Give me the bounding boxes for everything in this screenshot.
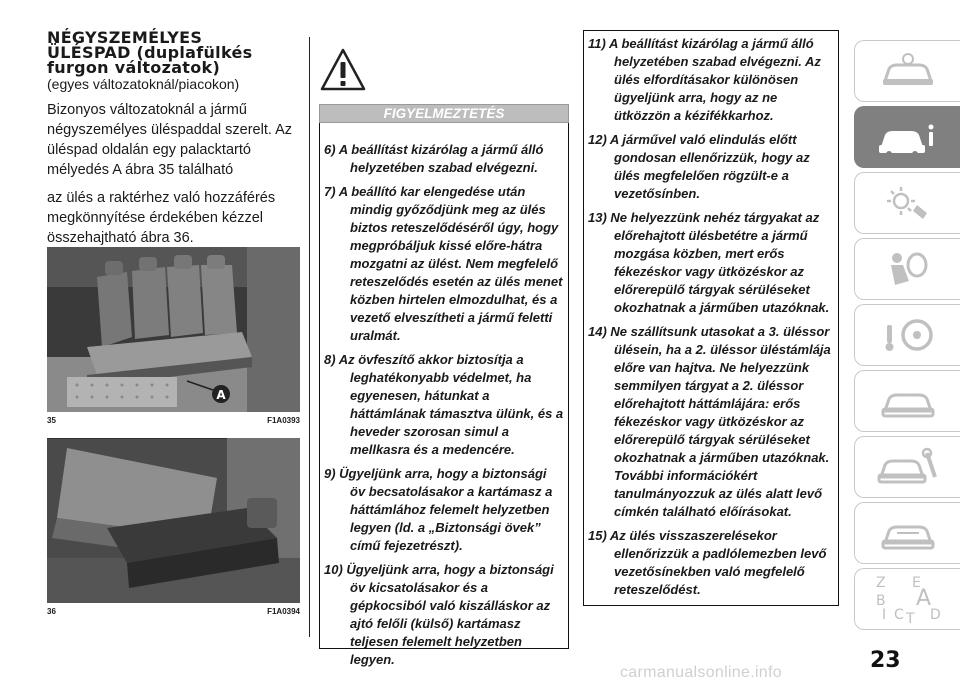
body-paragraph: az ülés a raktérhez való hozzáférés megkönnyítése érdekében kézzel összehajtható ábra 36.	[47, 190, 276, 246]
page-number: 23	[870, 648, 901, 673]
warning-box-left	[319, 123, 569, 667]
tab-dashboard[interactable]	[854, 40, 960, 102]
index-letter: D	[929, 607, 941, 623]
column-divider	[309, 37, 310, 637]
figure-number: 36	[47, 607, 56, 616]
steering-wheel-icon	[877, 315, 939, 355]
index-letter: Z	[875, 575, 886, 591]
airbag-passenger-icon	[877, 249, 939, 289]
section-title	[47, 30, 302, 75]
figure-number: 35	[47, 416, 56, 425]
index-letter: E	[911, 575, 921, 591]
warning-triangle-icon	[320, 47, 366, 93]
warning-title: FIGYELMEZTETÉS	[319, 104, 569, 123]
section-subtitle: (egyes változatoknál/piacokon)	[47, 76, 240, 92]
warning-item: 8) Az övfeszítő akkor biztosítja a leghatékonyabb védelmet, ha egyenesen, hátunkat a háttámlának támasztva ülünk, és a heveder szorosan simul a mellkasra és a medencére.	[324, 352, 564, 457]
tab-steering[interactable]	[854, 304, 960, 366]
index-letter: B	[875, 593, 886, 609]
car-dashboard-icon	[877, 51, 939, 91]
warning-item: 12) A járművel való elindulás előtt gondosan ellenőrizzük, hogy az ülés megfelelően rögzült-e a vezetősínben.	[588, 132, 810, 201]
warning-item: 13) Ne helyezzünk nehéz tárgyakat az előrehajtott ülésbetétre a jármű mozgása közben, mert erős fékezéskor vagy ütközéskor az előrerepülő tárgyak sérüléseket okozhatnak a járműben utazóknak.	[588, 210, 830, 315]
tab-airbag[interactable]	[854, 238, 960, 300]
index-letter: I	[881, 607, 886, 623]
section-text	[47, 30, 302, 248]
warning-item: 14) Ne szállítsunk utasokat a 3. üléssor ülésein, ha a 2. üléssor üléstámlája előre van hajtva. Ne helyezzünk semmilyen tárgyat a 2. üléssor előrehajtott háttámlájára: erős fékezéskor vagy ütközéskor az előrerepülő tárgyak sérüléseket okozhatnak a járműben utazóknak. További információkért tanulmányozzuk az ülés alatt levő címkén található előírásokat.	[588, 324, 831, 519]
tab-specs[interactable]	[854, 502, 960, 564]
warning-item: 6) A beállítást kizárólag a jármű álló helyzetében szabad elvégezni.	[324, 142, 544, 175]
figure-36-caption	[47, 607, 300, 616]
index-letter: C	[893, 607, 904, 623]
warning-item: 11) A beállítást kizárólag a jármű álló helyzetében szabad elvégezni. Az ülés elfordításakor különösen ügyeljünk arra, hogy az ne ütközzön a kézifékkarhoz.	[588, 36, 821, 123]
tab-warning-lights[interactable]	[854, 172, 960, 234]
warning-box-right	[583, 30, 839, 606]
car-specs-icon	[877, 513, 939, 553]
section-title-line: furgon változatok)	[47, 58, 221, 77]
section-title-line: NÉGYSZEMÉLYES	[47, 28, 203, 47]
figure-code: F1A0393	[267, 416, 300, 425]
warning-item: 9) Ügyeljünk arra, hogy a biztonsági öv becsatolásakor a kartámasz a háttámlához felemelt helyzetben legyen (ld. a „Biztonsági övek” című fejezetrészt).	[324, 466, 553, 553]
alphabet-index-icon	[872, 573, 944, 625]
tab-index[interactable]	[854, 568, 960, 630]
body-paragraph: Bizonyos változatoknál a jármű négyszemélyes üléspaddal szerelt. Az üléspad oldalán egy palacktartó mélyedés A ábra 35 található	[47, 102, 293, 178]
warning-item: 15) Az ülés visszaszerelésekor ellenőrizzük a padlólemezben levő vezetősínekben való megfelelő reteszelődést.	[588, 528, 827, 597]
figure-35-photo	[47, 247, 300, 412]
index-letter: A	[915, 586, 931, 611]
tab-emergency[interactable]	[854, 370, 960, 432]
tab-maintenance[interactable]	[854, 436, 960, 498]
figure-label-a: A	[216, 388, 226, 402]
section-title-line: ÜLÉSPAD (duplafülkés	[47, 43, 253, 62]
warning-lights-icon	[877, 183, 939, 223]
chapter-sidebar	[854, 40, 960, 634]
car-emergency-icon	[877, 381, 939, 421]
car-info-icon	[877, 117, 939, 157]
warning-item: 7) A beállító kar elengedése után mindig győződjünk meg az ülés biztos reteszelődéséről úgy, hogy megpróbáljuk kissé előre-hátra mozgatni az ülést. Nem megfelelő reteszelődés esetén az ülés menet közben hirtelen elmozdulhat, és a vezető elveszítheti a jármű feletti uralmát.	[324, 184, 563, 343]
car-wrench-icon	[877, 447, 939, 487]
watermark: carmanualsonline.info	[620, 664, 782, 681]
figure-code: F1A0394	[267, 607, 300, 616]
tab-car-info[interactable]	[854, 106, 960, 168]
warning-item: 10) Ügyeljünk arra, hogy a biztonsági öv kicsatolásakor és a gépkocsiból való kiszálláskor az ajtó felőli (külső) kartámasz teljesen felemelt helyzetben legyen.	[324, 562, 554, 667]
figure-36-photo	[47, 438, 300, 603]
index-letter: T	[905, 611, 915, 625]
figure-35-caption	[47, 416, 300, 425]
